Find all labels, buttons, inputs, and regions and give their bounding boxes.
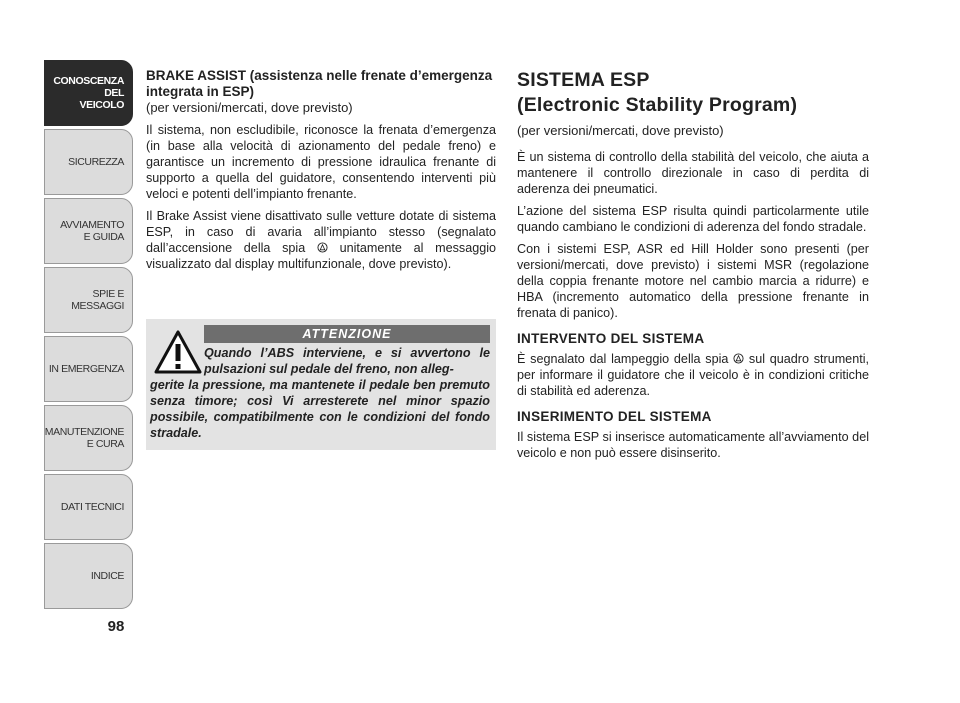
left-column (146, 68, 496, 278)
esp-warning-lamp-icon (733, 353, 744, 364)
text-run: Quando l’ABS interviene, e si avvertono le pulsazioni sul pedale del freno, non alleg- (204, 346, 490, 376)
esp-title: SISTEMA ESP (517, 69, 650, 91)
paragraph: L’azione del sistema ESP risulta quindi particolarmente utile quando cambiano le condizioni di aderenza del fondo stradale. (517, 204, 869, 234)
tab-label: DATI TECNICI (60, 501, 124, 513)
text-run: È segnalato dal lampeggio della spia (517, 352, 729, 366)
esp-subtitle: (Electronic Stability Program) (517, 94, 798, 116)
paragraph: Con i sistemi ESP, ASR ed Hill Holder sono presenti (per versioni/mercati, dove previsto) i sistemi MSR (regolazione della coppia frenante motore nel cambio marcia a ridurre) e HBA (incremento automatico della pressione frenante in frenata di panico). (517, 242, 869, 320)
paragraph (517, 351, 869, 399)
paragraph: È un sistema di controllo della stabilità del veicolo, che aiuta a mantenere il controllo direzionale in caso di perdita di aderenza dei pneumatici. (517, 150, 869, 196)
right-column (517, 68, 869, 467)
warning-box (146, 319, 496, 450)
tab-label: AVVIAMENTO E GUIDA (60, 219, 124, 243)
warning-text (150, 345, 490, 441)
text-run: Il Brake Assist viene disattivato sulle vetture dotate di sistema ESP, in caso di avaria all’impianto stesso (segnalato dall’accensione della spia (146, 209, 496, 255)
warning-label: ATTENZIONE (204, 325, 490, 343)
tab-label: CONOSCENZA DEL VEICOLO (53, 75, 124, 111)
tab-label: MANUTENZIONE E CURA (44, 426, 124, 450)
paragraph (146, 208, 496, 272)
tab-label: SPIE E MESSAGGI (71, 288, 124, 312)
tab-in-emergenza[interactable] (44, 336, 133, 402)
availability-note: (per versioni/mercati, dove previsto) (517, 123, 724, 138)
tab-conoscenza-del-veicolo[interactable] (44, 60, 133, 126)
text-run: sul quadro strumenti, per informare il guidatore che il veicolo è in condizioni critiche di stabilità ed aderenza. (517, 352, 869, 398)
brake-assist-heading: BRAKE ASSIST (assistenza nelle frenate d’emergenza integrata in ESP) (146, 68, 493, 99)
tab-label: IN EMERGENZA (48, 363, 124, 375)
text-run: gerite la pressione, ma mantenete il pedale ben premuto senza timore; così Vi arresterete nel minor spazio possibile, compatibilmente con le condizioni del fondo stradale. (150, 378, 490, 440)
intervento-heading: INTERVENTO DEL SISTEMA (517, 331, 705, 346)
tab-spie-e-messaggi[interactable] (44, 267, 133, 333)
availability-note: (per versioni/mercati, dove previsto) (146, 100, 353, 115)
tab-avviamento-e-guida[interactable] (44, 198, 133, 264)
inserimento-heading: INSERIMENTO DEL SISTEMA (517, 409, 712, 424)
tab-sicurezza[interactable] (44, 129, 133, 195)
tab-manutenzione-e-cura[interactable] (44, 405, 133, 471)
page-number: 98 (107, 618, 125, 635)
tab-label: INDICE (90, 570, 124, 582)
paragraph: Il sistema ESP si inserisce automaticamente all’avviamento del veicolo e non può essere disinserito. (517, 430, 869, 460)
tab-dati-tecnici[interactable] (44, 474, 133, 540)
tab-indice[interactable] (44, 543, 133, 609)
text-run: unitamente al messaggio visualizzato dal display multifunzionale, dove previsto). (146, 241, 497, 271)
tab-label: SICUREZZA (68, 156, 124, 168)
paragraph: Il sistema, non escludibile, riconosce la frenata d’emergenza (in base alla velocità di azionamento del pedale freno) e garantisce un incremento di pressione idraulica frenante di supporto a quella del guidatore, consentendo interventi più veloci e potenti dell’impianto frenante. (146, 123, 496, 201)
esp-warning-lamp-icon (317, 242, 328, 253)
